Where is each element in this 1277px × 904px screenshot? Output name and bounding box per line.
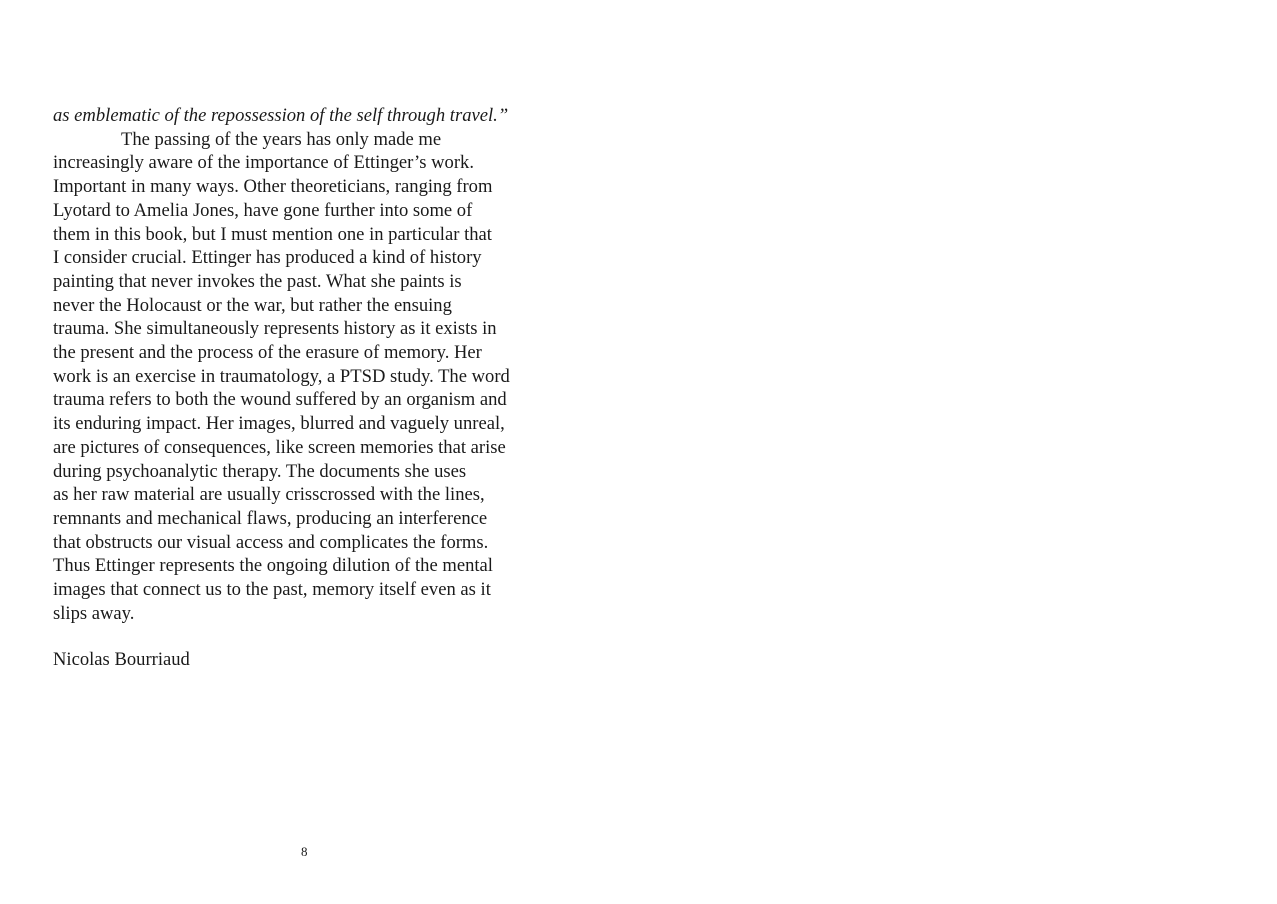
left-page <box>0 0 638 904</box>
paragraph-line: never the Holocaust or the war, but rather the ensuing <box>53 294 452 316</box>
paragraph-line: slips away. <box>53 602 135 624</box>
paragraph-line: images that connect us to the past, memory itself even as it <box>53 579 491 601</box>
paragraph-line: I consider crucial. Ettinger has produced a kind of history <box>53 247 482 269</box>
paragraph-line: Lyotard to Amelia Jones, have gone further into some of <box>53 199 473 221</box>
paragraph-line: Important in many ways. Other theoreticians, ranging from <box>53 176 493 198</box>
paragraph-line: increasingly aware of the importance of Ettinger’s work. <box>53 152 474 174</box>
paragraph-line: Thus Ettinger represents the ongoing dilution of the mental <box>53 555 493 577</box>
paragraph-line: remnants and mechanical flaws, producing an interference <box>53 507 488 529</box>
paragraph-line: as her raw material are usually crisscrossed with the lines, <box>53 484 485 506</box>
right-page-blank <box>638 0 1277 904</box>
paragraph-line: that obstructs our visual access and complicates the forms. <box>53 531 489 553</box>
quote-closing-line: as emblematic of the repossession of the self through travel.” <box>53 105 509 126</box>
paragraph-line: painting that never invokes the past. What she paints is <box>53 270 462 292</box>
paragraph-line: trauma refers to both the wound suffered by an organism and <box>53 389 507 411</box>
paragraph-line: are pictures of consequences, like screen memories that arise <box>53 436 506 458</box>
paragraph-line: them in this book, but I must mention one in particular that <box>53 223 492 245</box>
paragraph-line: The passing of the years has only made me <box>121 128 442 150</box>
paragraph-line: its enduring impact. Her images, blurred and vaguely unreal, <box>53 413 505 435</box>
paragraph-line: the present and the process of the erasure of memory. Her <box>53 342 482 364</box>
author-signature: Nicolas Bourriaud <box>53 649 190 670</box>
paragraph-line: during psychoanalytic therapy. The documents she uses <box>53 460 467 482</box>
paragraph-line: trauma. She simultaneously represents history as it exists in <box>53 318 497 340</box>
body-text <box>53 104 573 625</box>
page-number: 8 <box>301 844 308 859</box>
paragraph-line: work is an exercise in traumatology, a PTSD study. The word <box>53 365 510 387</box>
